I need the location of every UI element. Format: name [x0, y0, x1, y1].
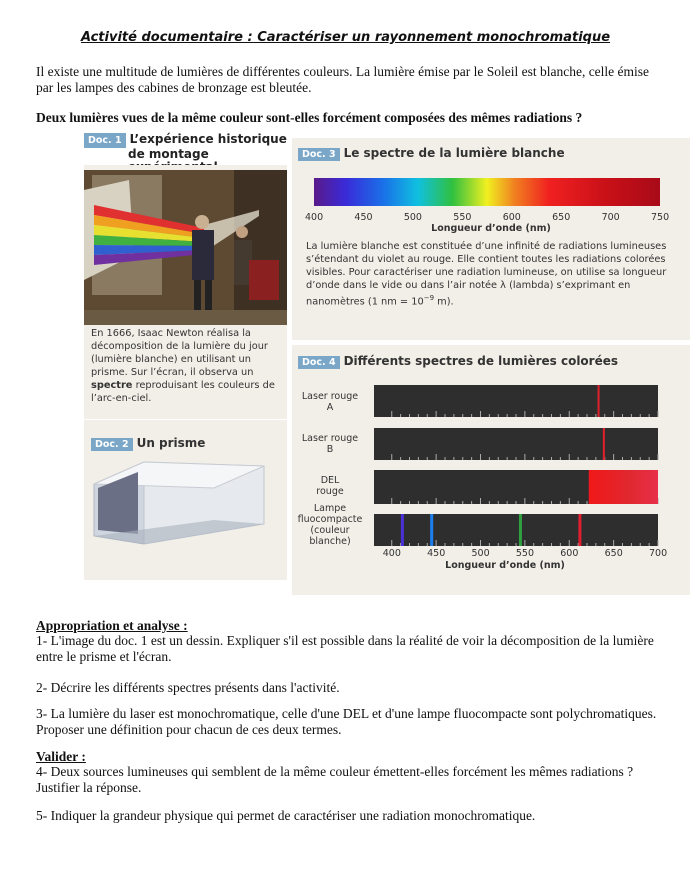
- spectrum-tick-mark: [391, 454, 392, 460]
- doc3-caption-exponent: −9: [423, 294, 435, 302]
- doc4-badge: Doc. 4: [298, 356, 340, 369]
- spectrum-tick-mark: [649, 457, 650, 460]
- spectrum-tick-mark: [587, 457, 588, 460]
- spectrum-tick-mark: [436, 411, 437, 417]
- label-laser-b-line2: B: [326, 444, 334, 455]
- doc3-tick-400: 400: [305, 212, 324, 223]
- spectrum-tick-mark: [551, 457, 552, 460]
- doc4-tick-600: 600: [560, 548, 579, 559]
- spectrum-tick-mark: [578, 501, 579, 504]
- spectrum-tick-mark: [480, 540, 481, 546]
- spectrum-tick-mark: [453, 457, 454, 460]
- doc1-panel: [84, 165, 287, 419]
- spectrum-tick-mark: [409, 543, 410, 546]
- spectrum-tick-mark: [542, 501, 543, 504]
- doc1-badge: Doc. 1: [84, 133, 126, 148]
- spectrum-tick-mark: [649, 414, 650, 417]
- spectrum-tick-mark: [391, 540, 392, 546]
- question-5: 5- Indiquer la grandeur physique qui permet de caractériser une radiation monochromatique.: [36, 808, 536, 823]
- spectrum-tick-mark: [542, 543, 543, 546]
- question-1: 1- L'image du doc. 1 est un dessin. Expliquer s'il est possible dans la réalité de voir la décomposition de la lumière entre le prisme et l'écran.: [36, 633, 654, 664]
- doc1-caption-bold: spectre: [91, 380, 133, 391]
- doc4-tick-700: 700: [649, 548, 668, 559]
- spectrum-tick-mark: [445, 414, 446, 417]
- spectrum-tick-mark: [604, 543, 605, 546]
- doc4-tick-400: 400: [382, 548, 401, 559]
- main-question: Deux lumières vues de la même couleur sont-elles forcément composées des mêmes radiations ?: [36, 110, 583, 125]
- doc1-caption-text-1: En 1666, Isaac Newton réalisa la décomposition de la lumière du jour (lumière blanche) en utilisant un prisme. Sur l’écran, il observa un: [91, 328, 268, 378]
- doc3-panel: [292, 138, 690, 340]
- spectrum-tick-mark: [418, 457, 419, 460]
- lamp-line-445: [430, 514, 433, 546]
- spectrum-tick-mark: [533, 457, 534, 460]
- spectrum-tick-mark: [649, 543, 650, 546]
- spectrum-tick-mark: [587, 543, 588, 546]
- spectrum-laser-b-band: [374, 428, 658, 460]
- spectrum-tick-mark: [595, 414, 596, 417]
- spectrum-lamp-band: [374, 514, 658, 546]
- spectrum-tick-mark: [516, 457, 517, 460]
- label-laser-a-line1: Laser rouge: [301, 391, 359, 402]
- question-2: 2- Décrire les différents spectres présents dans l'activité.: [36, 680, 340, 695]
- spectrum-tick-mark: [418, 414, 419, 417]
- spectrum-tick-mark: [391, 411, 392, 417]
- spectrum-tick-mark: [471, 543, 472, 546]
- spectrum-tick-mark: [436, 454, 437, 460]
- doc3-caption-end: m).: [434, 296, 454, 308]
- doc3-tick-550: 550: [453, 212, 472, 223]
- spectrum-tick-mark: [631, 543, 632, 546]
- spectrum-tick-mark: [489, 543, 490, 546]
- doc3-title: Le spectre de la lumière blanche: [343, 146, 565, 160]
- doc4-tick-650: 650: [604, 548, 623, 559]
- spectrum-tick-mark: [613, 411, 614, 417]
- spectrum-tick-mark: [462, 501, 463, 504]
- spectrum-tick-mark: [587, 501, 588, 504]
- doc4-title: Différents spectres de lumières colorées: [343, 354, 619, 368]
- question-3: 3- La lumière du laser est monochromatique, celle d'une DEL et d'une lampe fluocompacte sont polychromatiques. Proposer une définition pour chacun de ces deux termes.: [36, 706, 657, 737]
- spectrum-tick-mark: [462, 414, 463, 417]
- spectrum-tick-mark: [613, 454, 614, 460]
- section-valider: Valider :: [36, 749, 86, 764]
- label-laser-a-line2: A: [326, 402, 334, 413]
- label-lamp-line3: (couleur: [310, 525, 350, 536]
- laser-a-line: [598, 385, 600, 417]
- lamp-line-545: [519, 514, 522, 546]
- spectrum-tick-mark: [524, 411, 525, 417]
- spectrum-tick-mark: [516, 543, 517, 546]
- doc1-title-line2: de montage: [128, 147, 209, 161]
- spectrum-tick-mark: [453, 543, 454, 546]
- doc3-tick-750: 750: [651, 212, 670, 223]
- spectrum-tick-mark: [436, 540, 437, 546]
- spectrum-tick-mark: [560, 414, 561, 417]
- spectrum-tick-mark: [462, 457, 463, 460]
- spectrum-tick-mark: [533, 543, 534, 546]
- label-lamp-line2: fluocompacte: [297, 514, 363, 525]
- spectrum-tick-mark: [453, 414, 454, 417]
- spectrum-tick-mark: [498, 414, 499, 417]
- doc3-caption-text: La lumière blanche est constituée d’une infinité de radiations lumineuses s’étendant du violet au rouge. Elle contient toutes les radiations colorées visibles. Pour caractériser une radiation lumineuse, on utilise sa longueur d’onde dans le vide ou dans l’air notée λ (lambda) s’exprimant en nanomètres (1 nm = 10: [306, 241, 667, 308]
- spectrum-tick-mark: [658, 540, 659, 546]
- newton-engraving-image: [84, 170, 287, 325]
- spectrum-tick-mark: [507, 501, 508, 504]
- doc3-tick-450: 450: [354, 212, 373, 223]
- spectrum-tick-mark: [640, 457, 641, 460]
- spectrum-tick-mark: [578, 414, 579, 417]
- doc3-tick-600: 600: [502, 212, 521, 223]
- spectrum-tick-mark: [595, 457, 596, 460]
- spectrum-tick-mark: [542, 414, 543, 417]
- doc3-heading: [298, 144, 565, 162]
- lamp-line-412: [401, 514, 404, 546]
- doc4-axis-label: Longueur d’onde (nm): [445, 560, 565, 571]
- spectrum-tick-mark: [418, 543, 419, 546]
- doc4-tick-550: 550: [515, 548, 535, 559]
- spectrum-tick-mark: [498, 543, 499, 546]
- del-emission-band: [589, 470, 658, 504]
- spectrum-tick-mark: [498, 457, 499, 460]
- spectrum-tick-mark: [471, 501, 472, 504]
- spectrum-tick-mark: [640, 543, 641, 546]
- spectrum-tick-mark: [524, 498, 525, 504]
- spectrum-tick-mark: [569, 411, 570, 417]
- spectrum-tick-mark: [400, 501, 401, 504]
- spectrum-tick-mark: [507, 543, 508, 546]
- label-laser-b-line1: Laser rouge: [301, 433, 359, 444]
- spectrum-tick-mark: [524, 454, 525, 460]
- spectrum-tick-mark: [436, 498, 437, 504]
- label-del-line1: DEL: [320, 475, 340, 486]
- spectrum-laser-a-band: [374, 385, 658, 417]
- spectrum-tick-mark: [480, 498, 481, 504]
- doc2-panel: [84, 420, 287, 580]
- spectrum-tick-mark: [551, 543, 552, 546]
- spectrum-tick-mark: [507, 457, 508, 460]
- label-lamp-line4: blanche): [309, 536, 351, 547]
- spectrum-tick-mark: [542, 457, 543, 460]
- label-del-line2: rouge: [316, 486, 344, 497]
- spectrum-tick-mark: [489, 457, 490, 460]
- label-lamp-line1: Lampe: [313, 503, 347, 514]
- spectrum-tick-mark: [578, 457, 579, 460]
- spectrum-tick-mark: [622, 414, 623, 417]
- spectrum-tick-mark: [418, 501, 419, 504]
- spectrum-tick-mark: [631, 457, 632, 460]
- spectrum-tick-mark: [551, 501, 552, 504]
- spectrum-tick-mark: [560, 501, 561, 504]
- spectrum-tick-mark: [471, 457, 472, 460]
- spectrum-tick-mark: [471, 414, 472, 417]
- spectrum-tick-mark: [400, 414, 401, 417]
- doc4-tick-450: 450: [427, 548, 446, 559]
- spectrum-tick-mark: [613, 540, 614, 546]
- question-4: 4- Deux sources lumineuses qui semblent de la même couleur émettent-elles forcément les mêmes radiations ? Justifier la réponse.: [36, 764, 634, 795]
- spectrum-tick-mark: [604, 414, 605, 417]
- spectrum-tick-mark: [445, 457, 446, 460]
- spectrum-tick-mark: [587, 414, 588, 417]
- doc1-caption-text-2: reproduisant les couleurs de l’arc-en-ciel.: [91, 380, 275, 404]
- spectrum-tick-mark: [391, 498, 392, 504]
- spectrum-tick-mark: [595, 543, 596, 546]
- spectrum-tick-mark: [640, 414, 641, 417]
- spectrum-tick-mark: [569, 454, 570, 460]
- spectrum-tick-mark: [533, 414, 534, 417]
- spectrum-tick-mark: [560, 457, 561, 460]
- spectrum-tick-mark: [622, 457, 623, 460]
- doc4-panel: [292, 345, 690, 595]
- doc4-tick-500: 500: [471, 548, 490, 559]
- spectrum-tick-mark: [453, 501, 454, 504]
- doc3-caption: [306, 240, 684, 308]
- doc2-title: Un prisme: [136, 436, 206, 450]
- doc3-tick-650: 650: [552, 212, 571, 223]
- spectrum-tick-mark: [569, 540, 570, 546]
- page-title: Activité documentaire : Caractériser un rayonnement monochromatique: [80, 30, 611, 45]
- spectrum-tick-mark: [489, 501, 490, 504]
- spectrum-tick-mark: [498, 501, 499, 504]
- doc2-badge: Doc. 2: [91, 438, 133, 451]
- spectrum-tick-mark: [427, 543, 428, 546]
- prism-image: [84, 454, 284, 564]
- spectrum-tick-mark: [400, 457, 401, 460]
- laser-b-line: [603, 428, 605, 460]
- doc3-tick-700: 700: [601, 212, 620, 223]
- spectrum-tick-mark: [524, 540, 525, 546]
- spectrum-tick-mark: [427, 414, 428, 417]
- spectrum-tick-mark: [516, 501, 517, 504]
- spectrum-tick-mark: [489, 414, 490, 417]
- spectrum-tick-mark: [409, 457, 410, 460]
- lamp-line-612: [578, 514, 581, 546]
- spectrum-tick-mark: [427, 501, 428, 504]
- section-appropriation: Appropriation et analyse :: [36, 618, 188, 633]
- spectrum-tick-mark: [480, 411, 481, 417]
- spectrum-tick-mark: [658, 411, 659, 417]
- doc1-title-line1: L’expérience historique: [129, 132, 287, 146]
- doc3-tick-500: 500: [403, 212, 422, 223]
- doc3-axis-label: Longueur d’onde (nm): [431, 223, 551, 234]
- spectrum-tick-mark: [533, 501, 534, 504]
- spectrum-tick-mark: [462, 543, 463, 546]
- intro-paragraph: Il existe une multitude de lumières de différentes couleurs. La lumière émise par le Soleil est blanche, celle émise par les lampes des cabines de bronzage est bleutée.: [36, 64, 650, 95]
- spectrum-tick-mark: [409, 501, 410, 504]
- spectrum-tick-mark: [445, 501, 446, 504]
- spectrum-tick-mark: [560, 543, 561, 546]
- doc1-caption: [91, 327, 281, 405]
- spectrum-tick-mark: [507, 414, 508, 417]
- doc2-heading: [91, 434, 205, 452]
- spectrum-tick-mark: [551, 414, 552, 417]
- spectrum-tick-mark: [569, 498, 570, 504]
- spectrum-tick-mark: [427, 457, 428, 460]
- spectrum-tick-mark: [409, 414, 410, 417]
- doc3-badge: Doc. 3: [298, 148, 340, 161]
- spectrum-tick-mark: [516, 414, 517, 417]
- spectrum-tick-mark: [658, 454, 659, 460]
- spectrum-band: [314, 178, 660, 206]
- spectrum-tick-mark: [622, 543, 623, 546]
- spectrum-tick-mark: [445, 543, 446, 546]
- spectrum-tick-mark: [631, 414, 632, 417]
- spectrum-tick-mark: [480, 454, 481, 460]
